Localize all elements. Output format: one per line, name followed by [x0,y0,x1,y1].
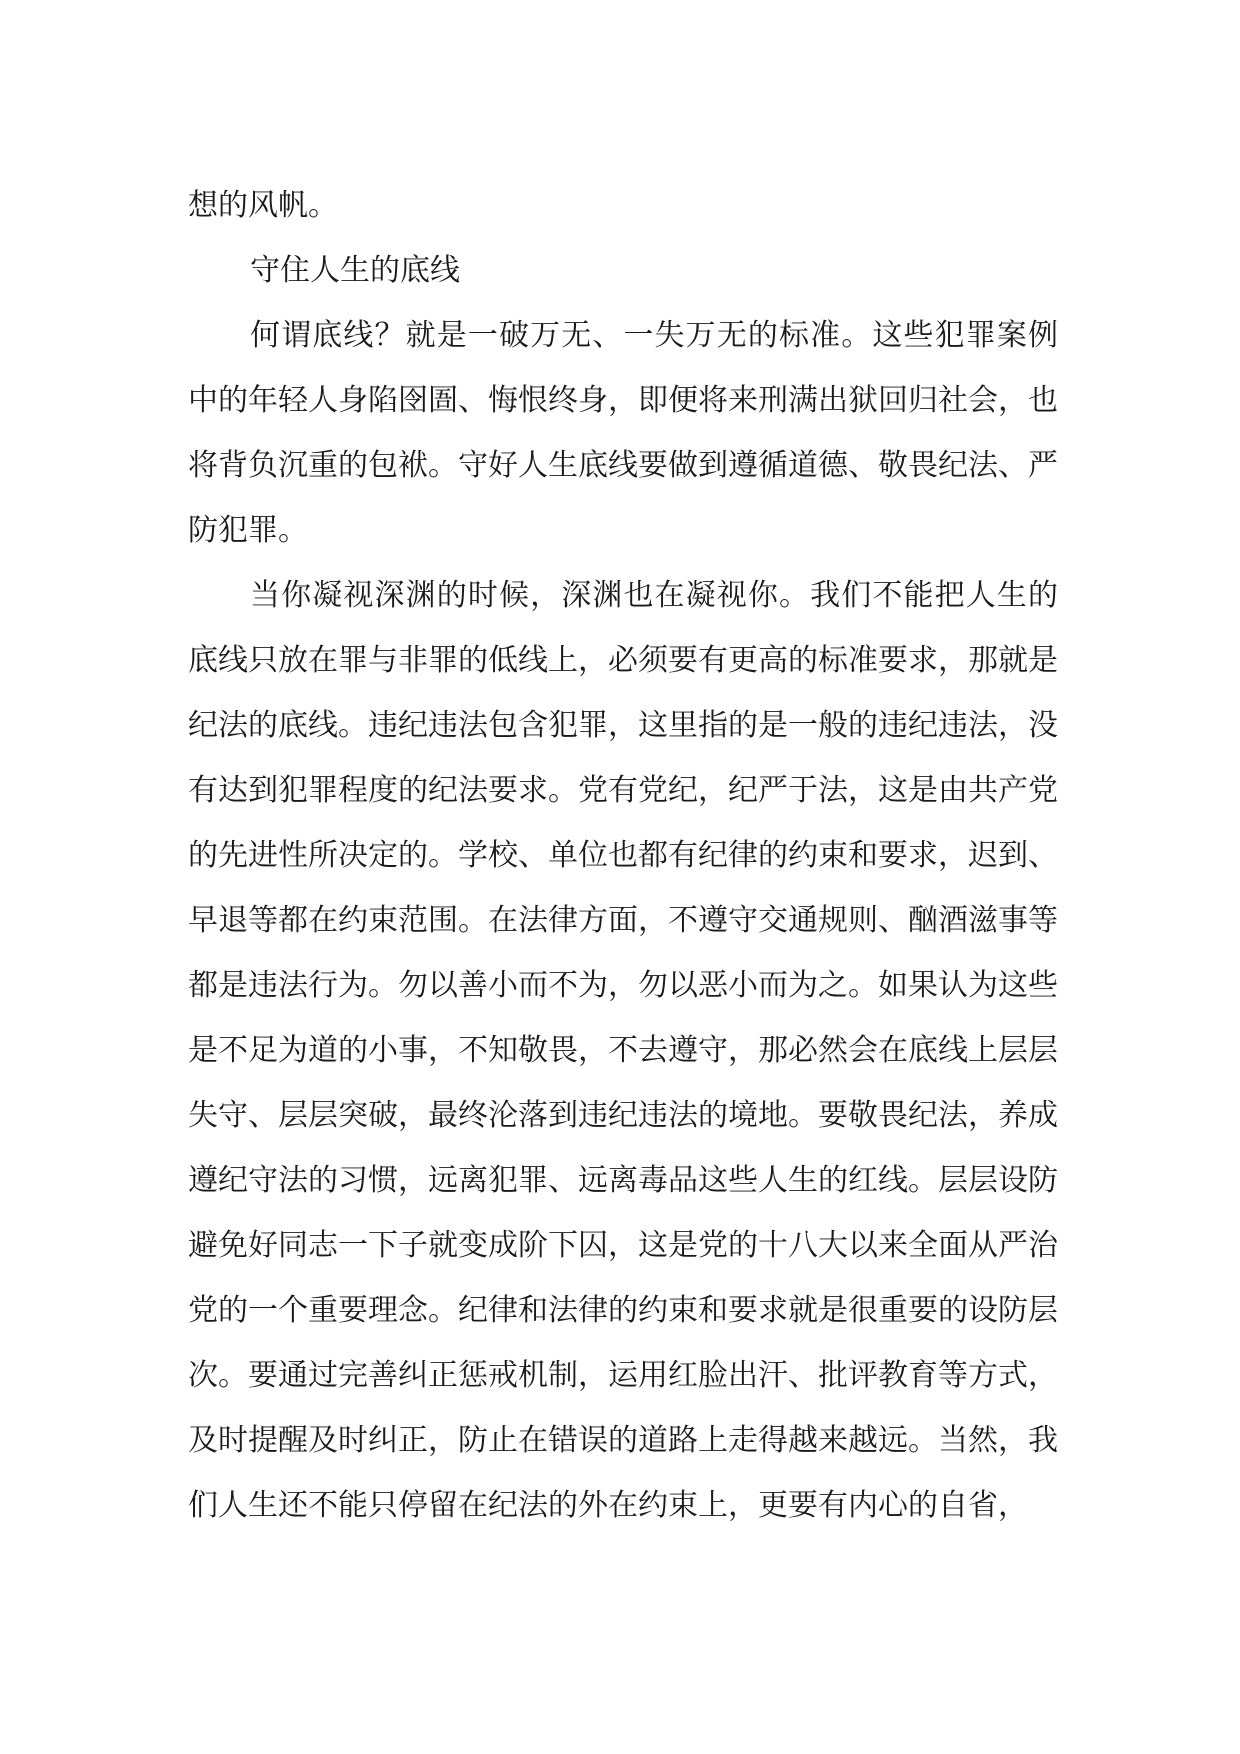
paragraph: 当你凝视深渊的时候，深渊也在凝视你。我们不能把人生的底线只放在罪与非罪的低线上，必须要有更高的标准要求，那就是纪法的底线。违纪违法包含犯罪，这里指的是一般的违纪违法，没有达到犯罪程度的纪法要求。党有党纪，纪严于法，这是由共产党的先进性所决定的。学校、单位也都有纪律的约束和要求，迟到、早退等都在约束范围。在法律方面，不遵守交通规则、酗酒滋事等都是违法行为。勿以善小而不为，勿以恶小而为之。如果认为这些是不足为道的小事，不知敬畏，不去遵守，那必然会在底线上层层失守、层层突破，最终沦落到违纪违法的境地。要敬畏纪法，养成遵纪守法的习惯，远离犯罪、远离毒品这些人生的红线。层层设防避免好同志一下子就变成阶下囚，这是党的十八大以来全面从严治党的一个重要理念。纪律和法律的约束和要求就是很重要的设防层次。要通过完善纠正惩戒机制，运用红脸出汗、批评教育等方式，及时提醒及时纠正，防止在错误的道路上走得越来越远。当然，我们人生还不能只停留在纪法的外在约束上，更要有内心的自省， [188,578,1058,1523]
body-text [188,173,1058,1538]
paragraph: 何谓底线？就是一破万无、一失万无的标准。这些犯罪案例中的年轻人身陷囹圄、悔恨终身，即便将来刑满出狱回归社会，也将背负沉重的包袱。守好人生底线要做到遵循道德、敬畏纪法、严防犯罪。 [188,318,1058,548]
section-heading: 守住人生的底线 [250,253,460,288]
paragraph-continuation: 想的风帆。 [188,188,338,223]
